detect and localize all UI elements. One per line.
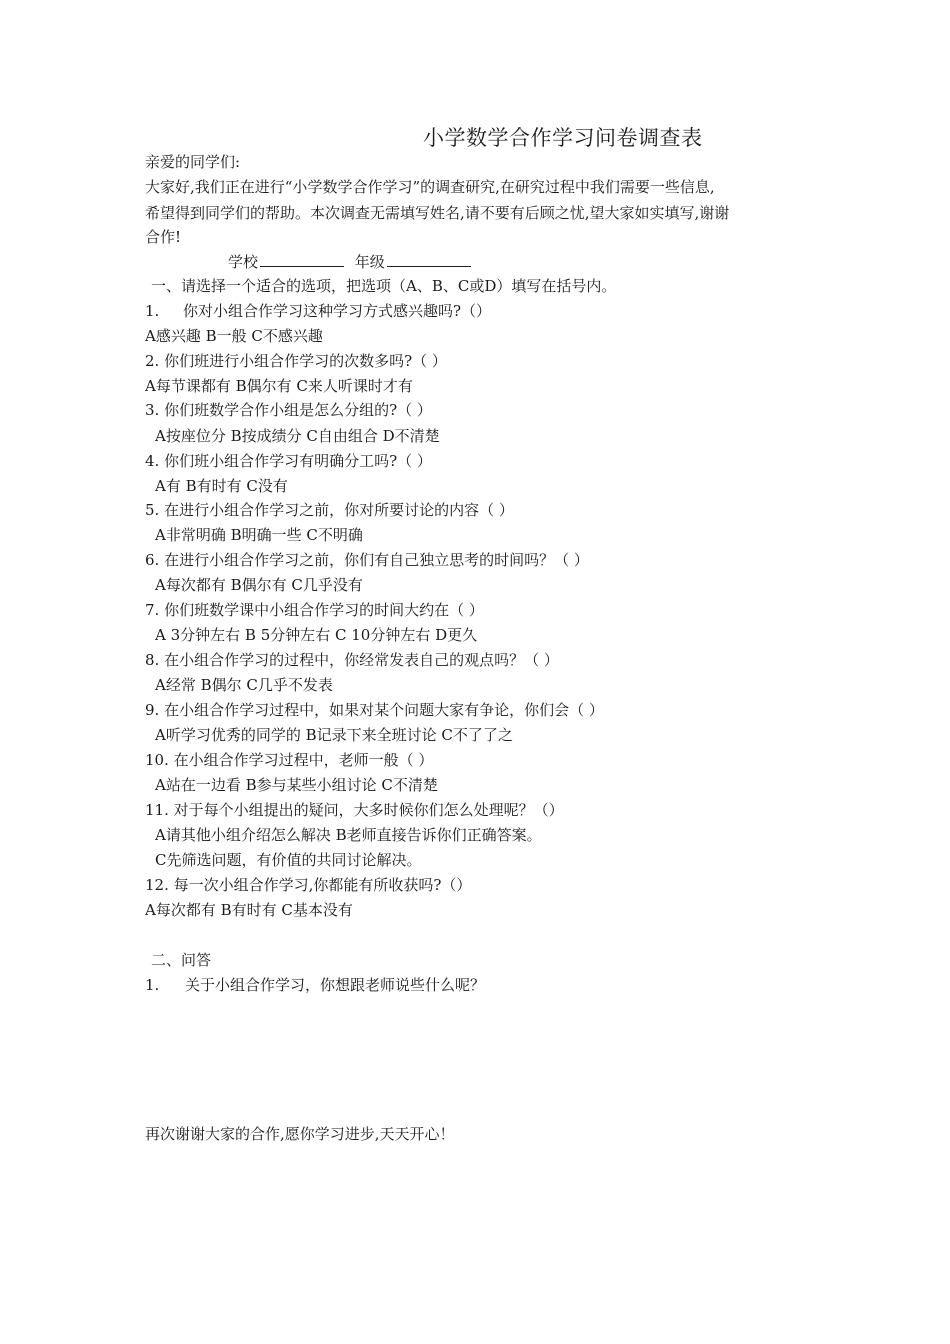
school-blank[interactable] — [260, 252, 344, 267]
question-1-number: 1. — [145, 302, 160, 320]
question-10: 10. 在小组合作学习过程中，老师一般（ ） — [145, 751, 434, 769]
page-title: 小学数学合作学习问卷调查表 — [423, 126, 703, 150]
question-12-options: A每次都有 B有时有 C基本没有 — [145, 901, 353, 919]
question-5: 5. 在进行小组合作学习之前，你对所要讨论的内容（ ） — [145, 501, 514, 519]
intro-line-3: 合作! — [145, 228, 182, 246]
grade-blank[interactable] — [387, 252, 471, 267]
question-6: 6. 在进行小组合作学习之前，你们有自己独立思考的时间吗？（ ） — [145, 551, 589, 569]
question-7-options: A 3分钟左右 B 5分钟左右 C 10分钟左右 D更久 — [155, 626, 478, 644]
closing-note: 再次谢谢大家的合作,愿你学习进步,天天开心！ — [145, 1125, 455, 1143]
question-2: 2. 你们班进行小组合作学习的次数多吗?（ ） — [145, 352, 447, 370]
question-11: 11. 对于每个小组提出的疑问，大多时候你们怎么处理呢？（） — [145, 801, 564, 819]
intro-line-1: 大家好,我们正在进行“小学数学合作学习”的调查研究,在研究过程中我们需要一些信息, — [145, 178, 715, 196]
question-11-options-b: C先筛选问题，有价值的共同讨论解决。 — [155, 851, 422, 869]
grade-label: 年级 — [354, 253, 385, 271]
greeting: 亲爱的同学们: — [145, 153, 241, 171]
section-2-heading: 二、问答 — [151, 951, 212, 969]
question-4-options: A有 B有时有 C没有 — [155, 477, 288, 495]
open-question-1-number: 1. — [145, 976, 160, 994]
intro-line-2: 希望得到同学们的帮助。本次调查无需填写姓名,请不要有后顾之忧,望大家如实填写,谢谢 — [145, 204, 730, 222]
question-5-options: A非常明确 B明确一些 C不明确 — [155, 526, 363, 544]
section-1-heading: 一、请选择一个适合的选项，把选项（A、B、C或D）填写在括号内。 — [151, 277, 617, 295]
question-1-options: A感兴趣 B一般 C不感兴趣 — [145, 327, 323, 345]
question-2-options: A每节课都有 B偶尔有 C来人听课时才有 — [145, 377, 413, 395]
question-6-options: A每次都有 B偶尔有 C几乎没有 — [155, 576, 363, 594]
fields-row — [228, 252, 477, 272]
school-label: 学校 — [228, 253, 259, 271]
question-9: 9. 在小组合作学习过程中，如果对某个问题大家有争论，你们会（ ） — [145, 701, 604, 719]
question-1 — [145, 301, 491, 321]
open-question-1 — [145, 975, 485, 995]
question-3: 3. 你们班数学合作小组是怎么分组的?（ ） — [145, 401, 432, 419]
question-1-text: 你对小组合作学习这种学习方式感兴趣吗?（） — [183, 302, 492, 320]
question-10-options: A站在一边看 B参与某些小组讨论 C不清楚 — [155, 776, 438, 794]
question-4: 4. 你们班小组合作学习有明确分工吗?（ ） — [145, 452, 432, 470]
question-11-options-a: A请其他小组介绍怎么解决 B老师直接告诉你们正确答案。 — [155, 826, 542, 844]
question-8-options: A经常 B偶尔 C几乎不发表 — [155, 676, 333, 694]
question-8: 8. 在小组合作学习的过程中，你经常发表自己的观点吗？（ ） — [145, 651, 559, 669]
question-12: 12. 每一次小组合作学习,你都能有所收获吗?（） — [145, 876, 472, 894]
question-3-options: A按座位分 B按成绩分 C自由组合 D不清楚 — [155, 427, 440, 445]
question-7: 7. 你们班数学课中小组合作学习的时间大约在（ ） — [145, 601, 484, 619]
open-question-1-text: 关于小组合作学习，你想跟老师说些什么呢？ — [185, 976, 486, 994]
question-9-options: A听学习优秀的同学的 B记录下来全班讨论 C不了了之 — [155, 726, 513, 744]
